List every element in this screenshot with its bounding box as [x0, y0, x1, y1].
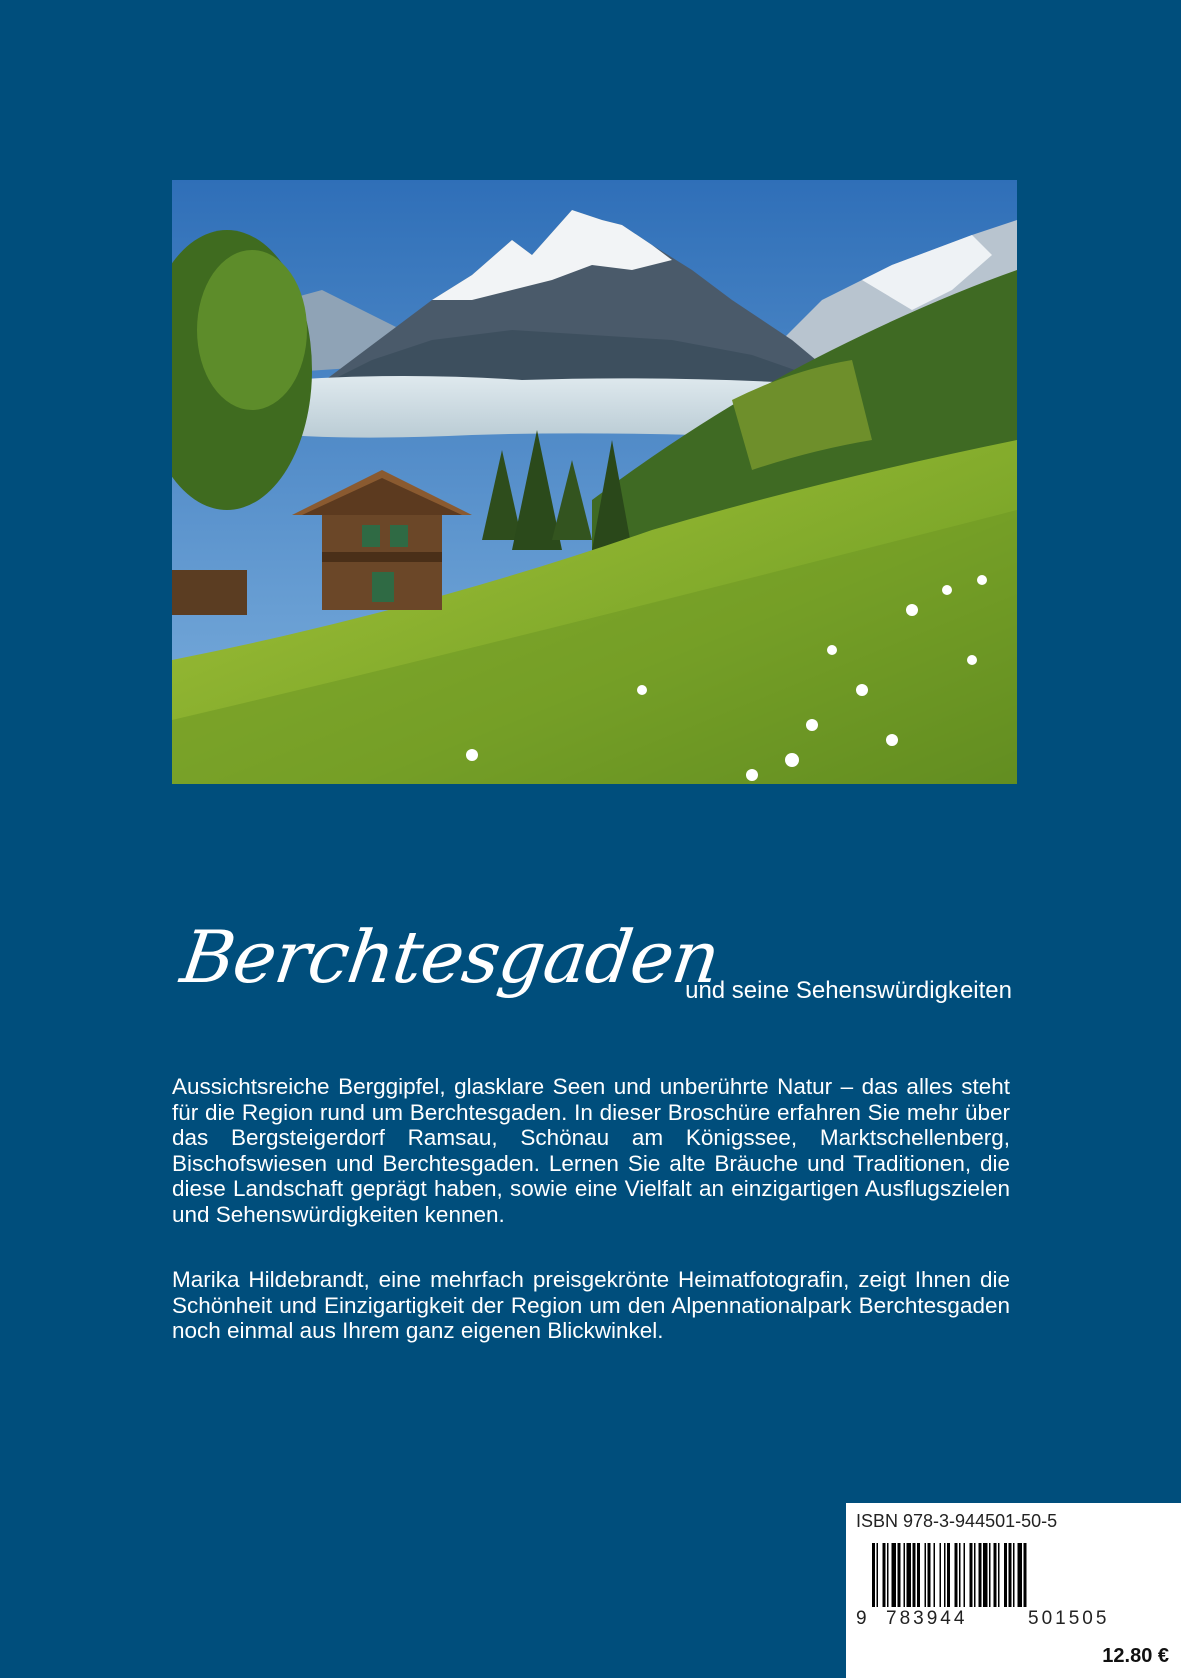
barcode-bar [872, 1543, 875, 1607]
barcode-bar [1013, 1543, 1015, 1607]
price: 12.80 € [1102, 1645, 1169, 1667]
barcode-bar [983, 1543, 988, 1607]
barcode-bar [998, 1543, 1000, 1607]
barcode-bar [913, 1543, 916, 1607]
isbn-barcode-box [846, 1503, 1181, 1678]
landscape-photo [172, 180, 1017, 784]
barcode-bar [970, 1543, 973, 1607]
barcode-bar [947, 1543, 950, 1607]
barcode-graphic [872, 1543, 1162, 1611]
script-title: Berchtesgaden [176, 915, 725, 999]
barcode-bar [883, 1543, 886, 1607]
barcode-bar [1018, 1543, 1023, 1607]
barcode-bar [917, 1543, 920, 1607]
barcode-bar [907, 1543, 912, 1607]
description-paragraph: Aussichtsreiche Berggipfel, glasklare Seen und unberührte Natur – das alles steht für die Region rund um Berchtesgaden. In dieser Broschüre erfahren Sie mehr über das Bergsteigerdorf Ramsau, Schönau am Königssee, Marktschellenberg, Bischofswiesen und Berchtesgaden. Lernen Sie alte Bräuche und Traditionen, die diese Landschaft geprägt haben, sowie eine Vielfalt an einzigartigen Ausflugszielen und Sehenswürdigkeiten kennen. [172, 1074, 1010, 1227]
barcode-bar [944, 1543, 946, 1607]
barcode-bar [898, 1543, 901, 1607]
barcode-bar [1009, 1543, 1012, 1607]
barcode-bar [928, 1543, 931, 1607]
isbn-label: ISBN 978-3-944501-50-5 [856, 1511, 1058, 1531]
author-paragraph: Marika Hildebrandt, eine mehrfach preisgekrönte Heimatfotografin, zeigt Ihnen die Schönheit und Einzigartigkeit der Region um den Alpennationalpark Berchtesgaden noch einmal aus Ihrem ganz eigenen Blickwinkel. [172, 1267, 1010, 1343]
barcode-bar [955, 1543, 958, 1607]
barcode-bar [940, 1543, 942, 1607]
barcode-bar [1004, 1543, 1007, 1607]
barcode-bar [934, 1543, 936, 1607]
barcode-bar [892, 1543, 897, 1607]
barcode-bar [877, 1543, 879, 1607]
barcode-bar [959, 1543, 961, 1607]
barcode-bar [994, 1543, 997, 1607]
barcode-bar [979, 1543, 982, 1607]
barcode-bar [925, 1543, 927, 1607]
barcode-bar [904, 1543, 906, 1607]
subtitle: und seine Sehenswürdigkeiten [685, 977, 1012, 1004]
barcode-left-group: 783944 [886, 1608, 968, 1629]
barcode-right-group: 501505 [1028, 1608, 1110, 1629]
barcode-first-digit: 9 [856, 1608, 867, 1629]
barcode-bar [989, 1543, 991, 1607]
title-block [172, 915, 1017, 1025]
barcode-bar [887, 1543, 889, 1607]
barcode-bar [1024, 1543, 1027, 1607]
barcode-bar [964, 1543, 966, 1607]
barcode-bar [974, 1543, 976, 1607]
